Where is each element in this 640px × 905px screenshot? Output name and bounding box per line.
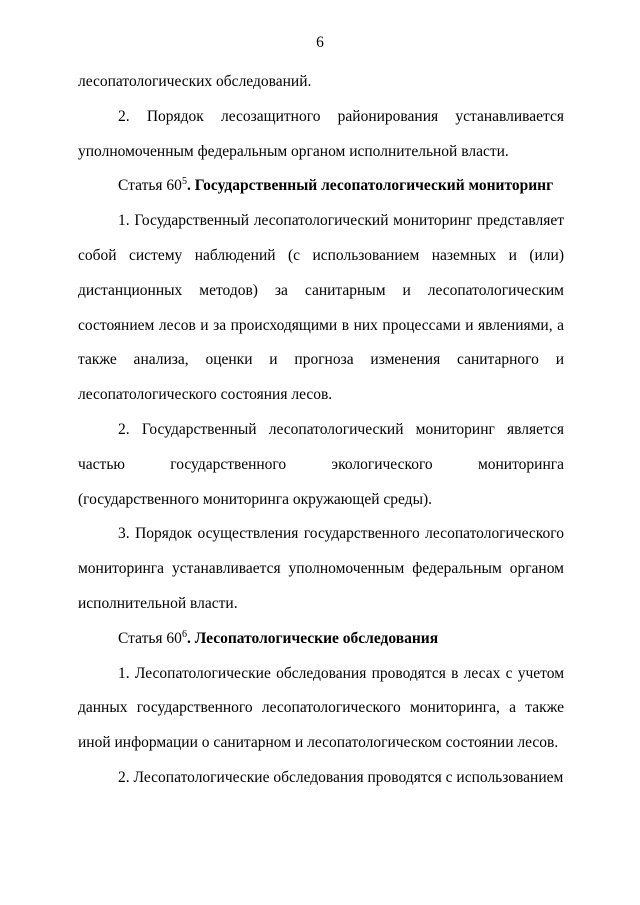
article-prefix: Статья 60 <box>118 177 182 195</box>
paragraph-monitoring-order: 3. Порядок осуществления государственного лесопатологического мониторинга устанавливается уполномоченным федеральным органом исполнительной власти. <box>78 525 564 612</box>
paragraph-monitoring-part: 2. Государственный лесопатологический мониторинг является частью государственного экологического мониторинга (государственного мониторинга окружающей среды). <box>78 420 564 508</box>
article-heading-60-5 <box>78 169 564 204</box>
article-title: . Лесопатологические обследования <box>186 629 439 647</box>
article-heading-60-6 <box>78 622 564 657</box>
article-superscript: 6 <box>181 628 187 640</box>
page-number: 6 <box>316 34 324 51</box>
paragraph-surveys-conducted: 1. Лесопатологические обследования проводятся в лесах с учетом данных государственного лесопатологического мониторинга, а также иной информации о санитарном и лесопатологическом состоянии лесов. <box>78 664 564 752</box>
paragraph-surveys-methods: 2. Лесопатологические обследования проводятся с использованием <box>118 768 564 786</box>
paragraph-zoning-order: 2. Порядок лесозащитного районирования устанавливается уполномоченным федеральным органом исполнительной власти. <box>78 107 564 160</box>
paragraph-continuation: лесопатологических обследований. <box>78 73 312 90</box>
article-title: . Государственный лесопатологический мониторинг <box>186 177 554 195</box>
article-prefix: Статья 60 <box>118 629 182 647</box>
paragraph-monitoring-definition: 1. Государственный лесопатологический мониторинг представляет собой систему наблюдений (с использованием наземных и (или) дистанционных методов) за санитарным и лесопатологическим состоянием лесов и за происходящими в них процессами и явлениями, а также анализа, оценки и прогноза изменения санитарного и лесопатологического состояния лесов. <box>78 212 564 404</box>
article-superscript: 5 <box>181 176 187 188</box>
document-body <box>78 65 564 796</box>
